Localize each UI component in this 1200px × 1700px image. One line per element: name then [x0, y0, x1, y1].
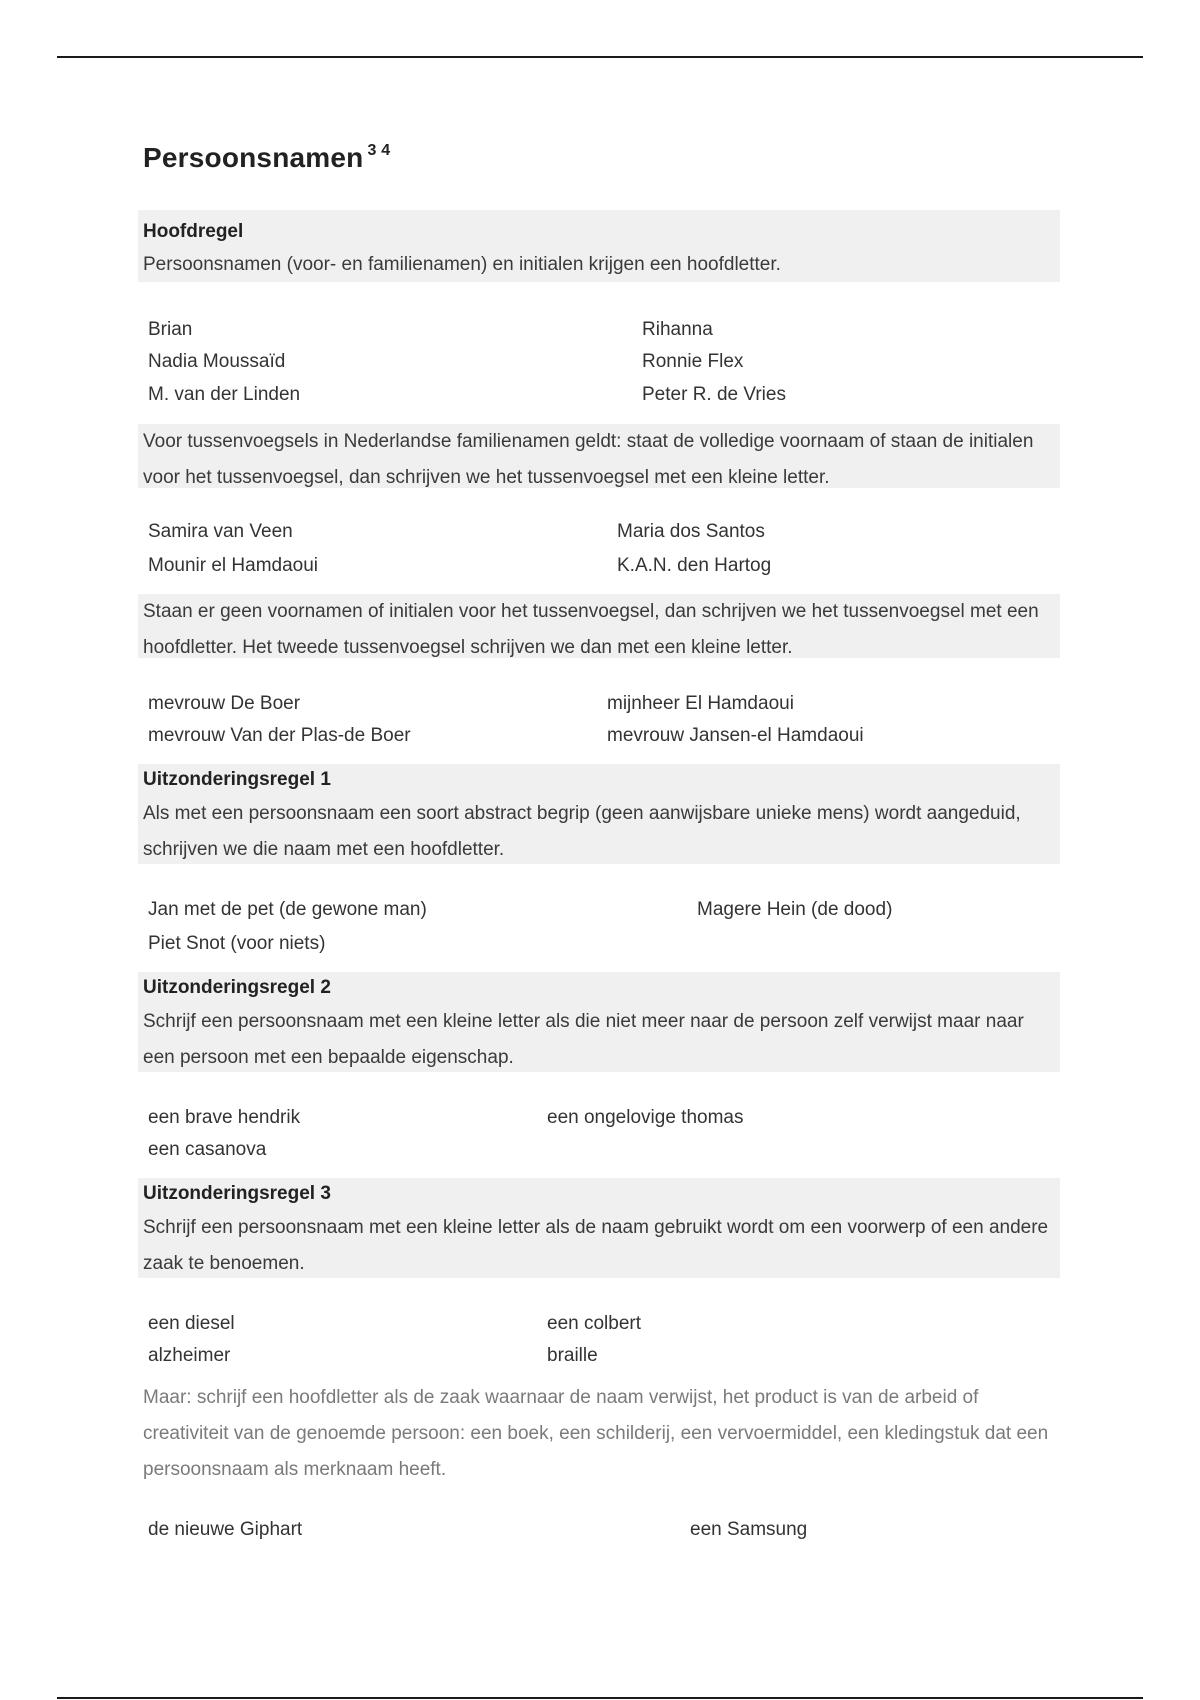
example-item: braille	[547, 1345, 598, 1366]
example-item: een diesel	[148, 1313, 235, 1334]
example-item: Piet Snot (voor niets)	[148, 933, 326, 954]
rule-text: Voor tussenvoegsels in Nederlandse familienamen geldt: staat de volledige voornaam of staan de initialen voor het tussenvoegsel, dan schrijven we het tussenvoegsel met een kleine letter.	[143, 431, 1034, 488]
example-item: een Samsung	[690, 1519, 808, 1540]
example-item: Mounir el Hamdaoui	[148, 555, 319, 576]
example-item: Nadia Moussaïd	[148, 351, 286, 372]
example-item: Maria dos Santos	[617, 521, 765, 542]
example-item: mevrouw Van der Plas-de Boer	[148, 725, 411, 746]
example-item: Rihanna	[642, 319, 713, 340]
example-item: een ongelovige thomas	[547, 1107, 744, 1128]
rule-heading: Uitzonderingsregel 1	[143, 769, 331, 790]
example-item: mevrouw De Boer	[148, 693, 301, 714]
example-item: Ronnie Flex	[642, 351, 744, 372]
example-item: Brian	[148, 319, 193, 340]
example-item: een colbert	[547, 1313, 642, 1334]
rule-heading: Hoofdregel	[143, 221, 244, 242]
example-item: K.A.N. den Hartog	[617, 555, 772, 576]
example-item: Samira van Veen	[148, 521, 293, 542]
example-item: mevrouw Jansen-el Hamdaoui	[607, 725, 864, 746]
page-title: Persoonsnamen $^{3 4}$	[143, 142, 391, 173]
rule-text: Schrijf een persoonsnaam met een kleine letter als de naam gebruikt wordt om een voorwerp of een andere zaak te benoemen.	[143, 1217, 1049, 1274]
rule-text: Staan er geen voornamen of initialen voor het tussenvoegsel, dan schrijven we het tussenvoegsel met een hoofdletter. Het tweede tussenvoegsel schrijven we dan met een kleine letter.	[143, 601, 1039, 658]
rule-box-hoofdregel	[138, 210, 1060, 282]
rule-box-uitzondering-2	[138, 972, 1060, 1072]
example-item: alzheimer	[148, 1345, 231, 1366]
example-item: een casanova	[148, 1139, 267, 1160]
example-item: mijnheer El Hamdaoui	[607, 693, 794, 714]
example-item: Jan met de pet (de gewone man)	[148, 899, 427, 920]
bottom-rule	[57, 1697, 1143, 1699]
rule-box-tussenvoegsel-2	[138, 594, 1060, 658]
example-item: de nieuwe Giphart	[148, 1519, 303, 1540]
example-item: Magere Hein (de dood)	[697, 899, 893, 920]
example-item: een brave hendrik	[148, 1107, 301, 1128]
example-item: Peter R. de Vries	[642, 384, 786, 405]
example-item: M. van der Linden	[148, 384, 301, 405]
rule-box-uitzondering-3	[138, 1178, 1060, 1278]
rule-heading: Uitzonderingsregel 3	[143, 1183, 331, 1204]
rule-heading: Uitzonderingsregel 2	[143, 977, 331, 998]
top-rule	[57, 56, 1143, 58]
footnote-refs: 3 4	[367, 142, 391, 159]
rule-box-tussenvoegsel-1	[138, 424, 1060, 488]
rule-text: Als met een persoonsnaam een soort abstract begrip (geen aanwijsbare unieke mens) wordt aangeduid, schrijven we die naam met een hoofdletter.	[143, 803, 1021, 860]
rule-text: Schrijf een persoonsnaam met een kleine letter als die niet meer naar de persoon zelf verwijst maar naar een persoon met een bepaalde eigenschap.	[143, 1011, 1024, 1068]
rule-box-uitzondering-1	[138, 764, 1060, 864]
rule-text: Persoonsnamen (voor- en familienamen) en initialen krijgen een hoofdletter.	[143, 254, 781, 275]
note-maar: Maar: schrijf een hoofdletter als de zaak waarnaar de naam verwijst, het product is van de arbeid of creativiteit van de genoemde persoon: een boek, een schilderij, een vervoermiddel, een kledingstuk dat een persoonsnaam als merknaam heeft.	[143, 1387, 1049, 1480]
